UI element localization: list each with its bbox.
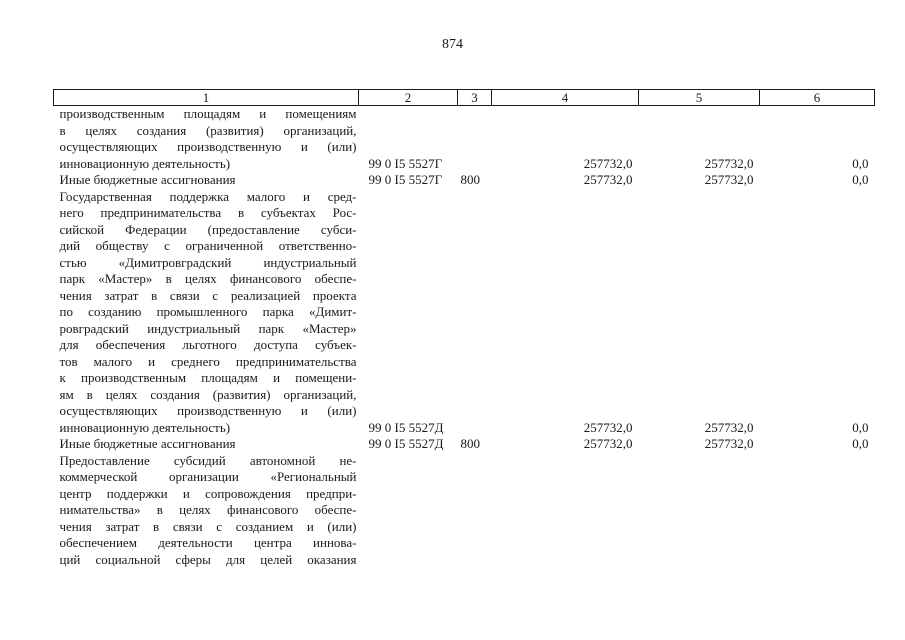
description-line: к производственным площадям и помещени- (59, 370, 357, 385)
row-value-6: 0,0 (852, 419, 869, 435)
description-line: центр поддержки и сопровождения предпри- (59, 485, 357, 501)
description-line: Предоставление субсидий автономной не- (59, 452, 357, 468)
column-header-2: 2 (359, 90, 458, 106)
column-header-4: 4 (492, 90, 639, 106)
row-value-4: 257732,0 (583, 155, 633, 171)
description-line: стью «Димитровградский индустриальный (59, 254, 357, 270)
description-line: Иные бюджетные ассигнования (59, 172, 236, 187)
description-line: по созданию промышленного парка «Димит- (59, 304, 357, 319)
description-line: дий обществу с ограниченной ответственно- (59, 238, 357, 253)
description-line: ций социальной сферы для целей оказания (59, 551, 357, 567)
description-line: инновационную деятельность) (59, 155, 231, 171)
description-line: ям в целях создания (развития) организаций, (59, 386, 357, 402)
row-value-6: 0,0 (852, 436, 869, 451)
description-line: чения затрат в связи с реализацией проекта (59, 287, 357, 303)
table-row (54, 436, 875, 453)
row-value-4 (492, 453, 639, 569)
row-value-4: 257732,0 (583, 436, 633, 451)
description-line: обеспечением деятельности центра иннова- (59, 535, 357, 550)
budget-table (53, 89, 875, 568)
description-line: ровградский индустриальный парк «Мастер» (59, 320, 357, 336)
row-code: 99 0 I5 5527Г (368, 172, 443, 187)
row-value-5: 257732,0 (704, 172, 754, 187)
row-code: 99 0 I5 5527Д (368, 436, 444, 451)
row-code (359, 453, 458, 569)
description-line: инновационную деятельность) (59, 419, 231, 435)
description-line: тов малого и среднего предпринимательства (59, 353, 357, 369)
column-header-6: 6 (760, 90, 875, 106)
row-value-6: 0,0 (852, 172, 869, 187)
row-expense-type: 800 (460, 172, 480, 187)
description-line: коммерческой организации «Региональный (59, 469, 357, 484)
description-line: Иные бюджетные ассигнования (59, 436, 236, 451)
column-header-3: 3 (458, 90, 492, 106)
description-line: Государственная поддержка малого и сред- (59, 188, 357, 204)
row-value-4: 257732,0 (583, 419, 633, 435)
row-value-5 (639, 453, 760, 569)
row-expense-type (458, 453, 492, 569)
table-row (54, 106, 875, 173)
row-description (54, 106, 359, 173)
description-line: нимательства» в целях финансового обеспе- (59, 502, 357, 517)
row-description (54, 436, 359, 453)
row-expense-type (458, 189, 492, 437)
table-header-row (54, 90, 875, 106)
description-line: сийской Федерации (предоставление субси- (59, 221, 357, 237)
row-code: 99 0 I5 5527Г (368, 155, 443, 171)
description-line: парк «Мастер» в целях финансового обеспе- (59, 271, 357, 286)
description-line: него предпринимательства в субъектах Рос- (59, 205, 357, 220)
row-value-6 (760, 453, 875, 569)
description-line: чения затрат в связи с созданием и (или) (59, 518, 357, 534)
row-code: 99 0 I5 5527Д (368, 419, 444, 435)
row-description (54, 189, 359, 437)
description-line: для обеспечения льготного доступа субъек- (59, 337, 357, 352)
page-number: 874 (442, 37, 463, 52)
row-expense-type: 800 (460, 436, 480, 451)
row-value-5: 257732,0 (704, 419, 754, 435)
table-row (54, 172, 875, 189)
description-line: осуществляющих производственную и (или) (59, 139, 357, 154)
row-value-5: 257732,0 (704, 436, 754, 451)
table-body (54, 106, 875, 569)
row-description (54, 172, 359, 189)
description-line: в целях создания (развития) организаций, (59, 122, 357, 138)
table-row (54, 189, 875, 437)
row-expense-type (458, 106, 492, 173)
column-header-5: 5 (639, 90, 760, 106)
description-line: производственным площадям и помещениям (59, 106, 357, 121)
row-value-5: 257732,0 (704, 155, 754, 171)
column-header-1: 1 (54, 90, 359, 106)
row-description (54, 453, 359, 569)
table-row (54, 453, 875, 569)
row-value-6: 0,0 (852, 155, 869, 171)
description-line: осуществляющих производственную и (или) (59, 403, 357, 418)
row-value-4: 257732,0 (583, 172, 633, 187)
